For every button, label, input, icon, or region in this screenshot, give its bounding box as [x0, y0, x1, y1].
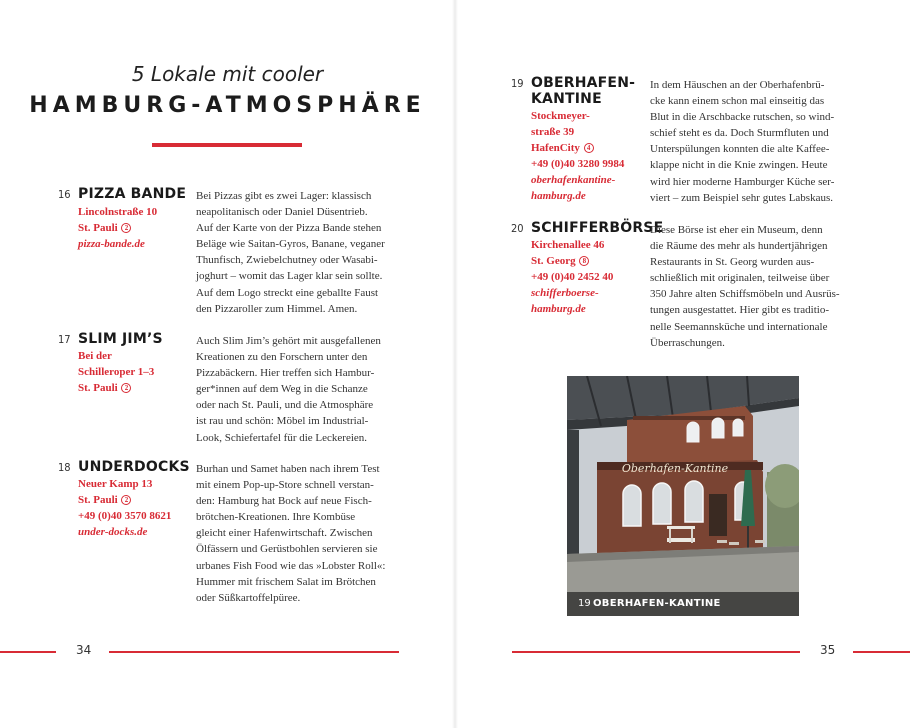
title-underline: [152, 143, 302, 147]
text-line: oder Süßkartoffelpüree.: [196, 591, 301, 604]
entry-number: 17: [58, 333, 71, 346]
text-line: Thunfisch, Zwiebelchutney oder Wasabi-: [196, 254, 378, 267]
entry-number: 18: [58, 461, 71, 474]
map-circle-icon: 2: [121, 223, 131, 233]
text-line: Auf der Karte von der Pizza Bande stehen: [196, 222, 382, 235]
address-line: Kirchenallee 46: [531, 239, 605, 251]
entry-number: 19: [511, 77, 524, 90]
website-link[interactable]: hamburg.de: [531, 190, 586, 202]
text-line: Restaurants in St. Georg wurden aus-: [650, 256, 815, 269]
entry-18: [58, 459, 198, 541]
map-circle-icon: 8: [579, 256, 589, 266]
website-link[interactable]: pizza-bande.de: [78, 238, 145, 250]
entry-info: [531, 237, 613, 317]
text-line: Ölfässern und Gerüstbohlen servieren sie: [196, 543, 378, 556]
entry-17-description: [196, 333, 381, 446]
entry-name: [531, 220, 663, 236]
entry-name-line: KANTINE: [531, 91, 602, 107]
map-circle-icon: 2: [121, 383, 131, 393]
text-line: die Räume des mehr als hundertjährigen: [650, 240, 828, 253]
entry-name-line: SCHIFFERBÖRSE: [531, 220, 664, 236]
entry-number: 16: [58, 188, 71, 201]
phone-line: +49 (0)40 3570 8621: [78, 510, 172, 522]
website-link[interactable]: hamburg.de: [531, 303, 586, 315]
entry-20-description: [650, 222, 840, 351]
entry-info: [78, 348, 154, 396]
text-line: viert – zum Beispiel sehr gutes Labskaus.: [650, 191, 833, 204]
address-line: Schilleroper 1–3: [78, 366, 155, 378]
text-line: ger*innen auf dem Weg in die Schanze: [196, 383, 368, 396]
entry-name-line: SLIM JIM’S: [78, 331, 163, 347]
text-line: Hummer mit frischem Salat im Brötchen: [196, 575, 376, 588]
text-line: brötchen-Kreationen. Ihre Kombüse: [196, 511, 356, 524]
section-kicker: 5 Lokale mit cooler: [131, 62, 324, 86]
entry-name: [78, 331, 163, 347]
entry-info: [531, 108, 624, 204]
text-line: neapolitanisch oder Daniel Düsentrieb.: [196, 206, 368, 219]
text-line: den: Hamburg hat Bock auf neue Fisch-: [196, 495, 372, 508]
section-title: HAMBURG-ATMOSPHÄRE: [29, 93, 426, 118]
district-line: St. Georg 8: [531, 253, 613, 269]
entry-name: [78, 459, 190, 475]
entry-17: [58, 331, 198, 401]
district-line: HafenCity 4: [531, 140, 624, 156]
text-line: Überraschungen.: [650, 336, 725, 349]
address-line: Stockmeyer-: [531, 110, 590, 122]
entry-20: [511, 220, 664, 320]
caption-number: 19: [578, 598, 591, 609]
photo-caption: [567, 592, 799, 616]
map-circle-icon: 2: [121, 495, 131, 505]
text-line: tungen ausgestattet. Hier gibt es traditio-: [650, 304, 830, 317]
text-line: urbanes Fish Food wie das »Lobster Roll«:: [196, 559, 386, 572]
oberhafen-kantine-photo: [567, 376, 799, 616]
text-line: Burhan und Samet haben nach ihrem Test: [196, 463, 380, 475]
text-line: Auf dem Logo streckt eine geballte Faust: [196, 286, 379, 299]
entry-name-line: OBERHAFEN-: [531, 75, 636, 91]
entry-info: [78, 476, 171, 540]
footer-rule-right-long: [512, 651, 800, 653]
text-line: oder nach St. Pauli, und die Atmosphäre: [196, 399, 374, 412]
page-number-left: 34: [76, 643, 92, 657]
text-line: cke kann einem schon mal einseitig das: [650, 95, 825, 108]
text-line: Auch Slim Jim’s gehört mit ausgefallenen: [196, 335, 381, 347]
text-line: Bei Pizzas gibt es zwei Lager: klassisch: [196, 190, 372, 202]
page-number-right: 35: [820, 643, 836, 657]
text-line: schließlich mit originalen, teilweise über: [650, 272, 830, 285]
text-line: 350 Jahre alten Schiffsmöbeln und Ausrüs-: [650, 288, 840, 301]
address-line: Bei der: [78, 350, 112, 362]
text-line: joghurt – womit das Lager klar sein sollte.: [196, 270, 383, 283]
website-link[interactable]: oberhafenkantine-: [531, 174, 616, 186]
district-line: St. Pauli 2: [78, 220, 157, 236]
address-line: straße 39: [531, 126, 575, 138]
entry-19-description: [650, 77, 834, 206]
text-line: Blut in die Arschbacke rutschen, so wind-: [650, 111, 835, 124]
footer-rule-left-short: [0, 651, 56, 653]
text-line: wird hier moderne Hamburger Küche ser-: [650, 175, 835, 188]
text-line: schief steht es da. Doch Sturmfluten und: [650, 127, 829, 140]
text-line: Kreationen zu den Forschern unter den: [196, 351, 368, 364]
phone-line: +49 (0)40 3280 9984: [531, 158, 625, 170]
text-line: Beläge wie Saitan-Gyros, Banane, veganer: [196, 238, 385, 251]
text-line: nelle Seemannsküche und internationale: [650, 320, 828, 333]
website-link[interactable]: under-docks.de: [78, 526, 148, 538]
district-line: St. Pauli 2: [78, 380, 154, 396]
text-line: ist rau und schön: Möbel im Industrial-: [196, 415, 369, 428]
building-illustration: [567, 376, 799, 616]
map-circle-icon: 4: [584, 143, 594, 153]
text-line: Unterspülungen konnten die alte Kaffee-: [650, 143, 830, 156]
text-line: gleicht einer Hafenwirtschaft. Zwischen: [196, 527, 373, 540]
text-line: Look, Schiefertafel für die Leckereien.: [196, 431, 368, 444]
text-line: Diese Börse ist eher ein Museum, denn: [650, 224, 823, 236]
entry-16-description: [196, 188, 385, 317]
text-line: klappe nicht in die Knie zwingen. Heute: [650, 159, 828, 172]
building-sign-text: Oberhafen-Kantine: [621, 462, 729, 475]
address-line: Lincolnstraße 10: [78, 206, 158, 218]
caption-text: OBERHAFEN-KANTINE: [593, 598, 721, 609]
entry-number: 20: [511, 222, 524, 235]
phone-line: +49 (0)40 2452 40: [531, 271, 614, 283]
entry-name-line: PIZZA BANDE: [78, 186, 187, 202]
entry-name: [531, 75, 635, 107]
entry-16: [58, 186, 198, 256]
entry-name-line: UNDERDOCKS: [78, 459, 190, 475]
entry-info: [78, 204, 157, 252]
address-line: Neuer Kamp 13: [78, 478, 153, 490]
text-line: In dem Häuschen an der Oberhafenbrü-: [650, 79, 825, 91]
footer-rule-right-short: [853, 651, 910, 653]
entry-19: [511, 75, 651, 205]
district-line: St. Pauli 2: [78, 492, 171, 508]
text-line: den Pizzaroller zum Himmel. Amen.: [196, 302, 358, 315]
entry-18-description: [196, 461, 385, 606]
footer-rule-left-long: [109, 651, 399, 653]
text-line: Pizzabäckern. Hier treffen sich Hambur-: [196, 367, 375, 380]
text-line: mit einem Pop-up-Store schnell verstan-: [196, 479, 374, 492]
website-link[interactable]: schifferboerse-: [531, 287, 599, 299]
entry-name: [78, 186, 186, 202]
